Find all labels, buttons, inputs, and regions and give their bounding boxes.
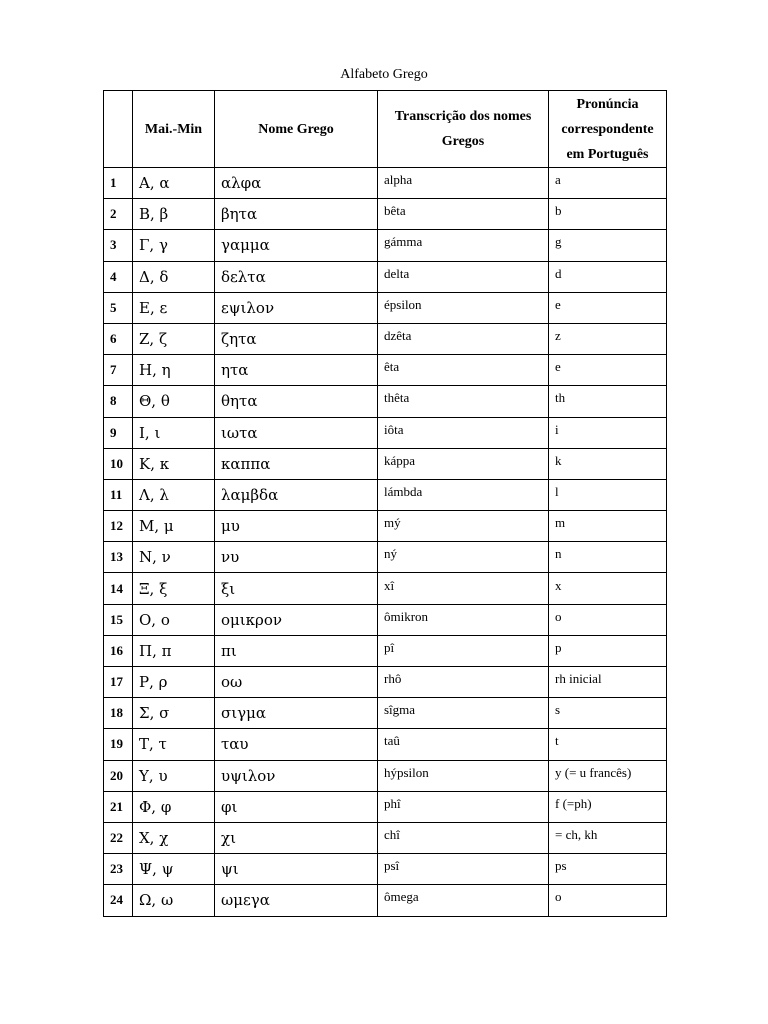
row-transliteration-text: lámbda: [384, 483, 423, 499]
row-letters: Ν, ν: [133, 542, 215, 573]
row-transliteration-text: thêta: [384, 390, 410, 406]
table-row: [104, 604, 667, 635]
table-row: [104, 698, 667, 729]
table-row: [104, 573, 667, 604]
row-number: 18: [104, 698, 133, 729]
row-pronunciation-text: g: [555, 234, 562, 250]
row-number: 4: [104, 261, 133, 292]
row-greek-name: χι: [215, 822, 378, 853]
row-greek-name: θητα: [215, 386, 378, 417]
row-pronunciation-text: ps: [555, 858, 567, 874]
row-number: 13: [104, 542, 133, 573]
row-greek-name: οω: [215, 667, 378, 698]
row-letters: Ι, ι: [133, 417, 215, 448]
row-transliteration: [378, 729, 549, 760]
row-greek-name: ψι: [215, 854, 378, 885]
row-number: 23: [104, 854, 133, 885]
row-pronunciation-text: rh inicial: [555, 671, 602, 687]
row-pronunciation: [549, 542, 667, 573]
row-transliteration: [378, 791, 549, 822]
row-transliteration-text: mý: [384, 515, 401, 531]
row-pronunciation-text: z: [555, 328, 561, 344]
row-pronunciation: [549, 573, 667, 604]
row-greek-name: εψιλον: [215, 292, 378, 323]
table-row: [104, 729, 667, 760]
row-transliteration-text: alpha: [384, 172, 413, 188]
row-pronunciation-text: m: [555, 515, 566, 531]
row-pronunciation: [549, 292, 667, 323]
row-greek-name: αλφα: [215, 168, 378, 199]
row-pronunciation-text: d: [555, 265, 562, 281]
row-letters: Κ, κ: [133, 448, 215, 479]
row-pronunciation-text: k: [555, 452, 562, 468]
row-transliteration-text: taû: [384, 733, 400, 749]
row-transliteration-text: ômega: [384, 889, 419, 905]
row-pronunciation-text: y (= u francês): [555, 764, 632, 780]
row-transliteration: [378, 479, 549, 510]
row-pronunciation-text: p: [555, 639, 562, 655]
row-pronunciation-text: s: [555, 702, 561, 718]
row-pronunciation: [549, 635, 667, 666]
table-row: [104, 261, 667, 292]
page-title: Alfabeto Grego: [340, 67, 428, 82]
row-letters: Μ, μ: [133, 511, 215, 542]
row-number: 7: [104, 355, 133, 386]
row-letters: Δ, δ: [133, 261, 215, 292]
row-transliteration-text: dzêta: [384, 328, 412, 344]
row-pronunciation-text: e: [555, 359, 561, 375]
row-greek-name: πι: [215, 635, 378, 666]
row-number: 12: [104, 511, 133, 542]
row-greek-name: ταυ: [215, 729, 378, 760]
table-row: [104, 386, 667, 417]
row-greek-name: δελτα: [215, 261, 378, 292]
table-header: [104, 91, 667, 168]
header-transliteration: Transcrição dos nomes Gregos: [378, 91, 549, 168]
row-number: 17: [104, 667, 133, 698]
row-pronunciation-text: l: [555, 483, 559, 499]
row-letters: Η, η: [133, 355, 215, 386]
table-row: [104, 542, 667, 573]
row-pronunciation: [549, 791, 667, 822]
row-pronunciation: [549, 448, 667, 479]
row-number: 10: [104, 448, 133, 479]
row-letters: Θ, θ: [133, 386, 215, 417]
row-letters: Ξ, ξ: [133, 573, 215, 604]
row-transliteration-text: chî: [384, 827, 400, 843]
table-row: [104, 323, 667, 354]
row-pronunciation: [549, 386, 667, 417]
row-pronunciation-text: i: [555, 421, 559, 437]
row-transliteration-text: ômikron: [384, 608, 429, 624]
row-transliteration: [378, 760, 549, 791]
row-pronunciation: [549, 885, 667, 916]
row-transliteration-text: pî: [384, 639, 395, 655]
row-pronunciation: [549, 667, 667, 698]
row-pronunciation-text: o: [555, 889, 562, 905]
row-letters: Λ, λ: [133, 479, 215, 510]
row-transliteration-text: sîgma: [384, 702, 416, 718]
row-transliteration: [378, 199, 549, 230]
row-number: 24: [104, 885, 133, 916]
row-pronunciation: [549, 261, 667, 292]
table-row: [104, 292, 667, 323]
row-transliteration: [378, 573, 549, 604]
row-transliteration-text: êta: [384, 359, 400, 375]
row-greek-name: νυ: [215, 542, 378, 573]
row-greek-name: υψιλον: [215, 760, 378, 791]
row-transliteration: [378, 635, 549, 666]
table-row: [104, 760, 667, 791]
row-pronunciation: [549, 511, 667, 542]
table-row: [104, 511, 667, 542]
row-pronunciation: [549, 417, 667, 448]
row-transliteration-text: ný: [384, 546, 397, 562]
row-transliteration: [378, 448, 549, 479]
row-number: 22: [104, 822, 133, 853]
table-row: [104, 667, 667, 698]
table-row: [104, 885, 667, 916]
row-pronunciation-text: th: [555, 390, 566, 406]
row-transliteration-text: psî: [384, 858, 400, 874]
row-greek-name: σιγμα: [215, 698, 378, 729]
row-greek-name: βητα: [215, 199, 378, 230]
row-transliteration-text: épsilon: [384, 296, 422, 312]
row-number: 5: [104, 292, 133, 323]
header-pronunciation: Pronúncia correspondente em Português: [549, 91, 667, 168]
row-transliteration: [378, 667, 549, 698]
row-pronunciation: [549, 760, 667, 791]
row-pronunciation: [549, 323, 667, 354]
row-transliteration: [378, 822, 549, 853]
row-number: 1: [104, 168, 133, 199]
row-greek-name: καππα: [215, 448, 378, 479]
row-transliteration: [378, 885, 549, 916]
row-number: 2: [104, 199, 133, 230]
table-row: [104, 199, 667, 230]
row-pronunciation: [549, 168, 667, 199]
row-transliteration: [378, 698, 549, 729]
table-row: [104, 854, 667, 885]
row-letters: Ζ, ζ: [133, 323, 215, 354]
row-transliteration-text: káppa: [384, 452, 416, 468]
row-number: 21: [104, 791, 133, 822]
row-letters: Ω, ω: [133, 885, 215, 916]
greek-alphabet-table: [103, 90, 667, 917]
header-case: Mai.-Min: [133, 91, 215, 168]
row-transliteration-text: hýpsilon: [384, 764, 429, 780]
row-transliteration: [378, 417, 549, 448]
row-letters: Ε, ε: [133, 292, 215, 323]
row-transliteration: [378, 323, 549, 354]
row-greek-name: φι: [215, 791, 378, 822]
row-pronunciation: [549, 479, 667, 510]
row-transliteration: [378, 168, 549, 199]
row-number: 16: [104, 635, 133, 666]
table-row: [104, 230, 667, 261]
row-letters: Ψ, ψ: [133, 854, 215, 885]
row-transliteration-text: rhô: [384, 671, 402, 687]
row-letters: Ρ, ρ: [133, 667, 215, 698]
table-row: [104, 635, 667, 666]
row-pronunciation: [549, 604, 667, 635]
row-greek-name: ξι: [215, 573, 378, 604]
row-transliteration: [378, 854, 549, 885]
row-pronunciation-text: t: [555, 733, 559, 749]
row-transliteration-text: delta: [384, 265, 410, 281]
row-transliteration: [378, 261, 549, 292]
row-letters: Τ, τ: [133, 729, 215, 760]
row-pronunciation-text: b: [555, 203, 562, 219]
row-letters: Β, β: [133, 199, 215, 230]
table-row: [104, 791, 667, 822]
row-greek-name: γαμμα: [215, 230, 378, 261]
table-row: [104, 417, 667, 448]
row-pronunciation: [549, 698, 667, 729]
row-letters: Υ, υ: [133, 760, 215, 791]
table-row: [104, 448, 667, 479]
row-number: 8: [104, 386, 133, 417]
row-greek-name: ζητα: [215, 323, 378, 354]
row-pronunciation: [549, 729, 667, 760]
row-transliteration: [378, 604, 549, 635]
row-pronunciation: [549, 199, 667, 230]
row-pronunciation-text: e: [555, 296, 561, 312]
row-transliteration-text: iôta: [384, 421, 404, 437]
row-pronunciation-text: a: [555, 172, 561, 188]
row-pronunciation-text: x: [555, 577, 562, 593]
row-transliteration: [378, 292, 549, 323]
table-row: [104, 479, 667, 510]
row-pronunciation: [549, 355, 667, 386]
row-pronunciation-text: = ch, kh: [555, 827, 598, 843]
row-transliteration: [378, 511, 549, 542]
row-pronunciation-text: n: [555, 546, 562, 562]
row-transliteration: [378, 386, 549, 417]
table-row: [104, 355, 667, 386]
row-letters: Χ, χ: [133, 822, 215, 853]
row-greek-name: μυ: [215, 511, 378, 542]
row-transliteration: [378, 355, 549, 386]
row-transliteration-text: phî: [384, 795, 401, 811]
row-number: 3: [104, 230, 133, 261]
header-number: [104, 91, 133, 168]
row-number: 20: [104, 760, 133, 791]
row-transliteration-text: gámma: [384, 234, 423, 250]
row-letters: Γ, γ: [133, 230, 215, 261]
row-transliteration: [378, 230, 549, 261]
row-transliteration-text: xî: [384, 577, 395, 593]
row-greek-name: ομικρον: [215, 604, 378, 635]
row-number: 19: [104, 729, 133, 760]
row-greek-name: λαμβδα: [215, 479, 378, 510]
table-body: [104, 168, 667, 917]
row-transliteration: [378, 542, 549, 573]
row-letters: Σ, σ: [133, 698, 215, 729]
row-number: 15: [104, 604, 133, 635]
row-number: 6: [104, 323, 133, 354]
row-letters: Α, α: [133, 168, 215, 199]
row-number: 9: [104, 417, 133, 448]
row-pronunciation: [549, 822, 667, 853]
header-row: [104, 91, 667, 168]
row-greek-name: ητα: [215, 355, 378, 386]
header-greek-name: Nome Grego: [215, 91, 378, 168]
row-transliteration-text: bêta: [384, 203, 406, 219]
row-number: 14: [104, 573, 133, 604]
row-pronunciation: [549, 854, 667, 885]
row-letters: Π, π: [133, 635, 215, 666]
row-pronunciation-text: o: [555, 608, 562, 624]
table-row: [104, 168, 667, 199]
row-pronunciation: [549, 230, 667, 261]
row-pronunciation-text: f (=ph): [555, 795, 592, 811]
row-letters: Ο, ο: [133, 604, 215, 635]
row-letters: Φ, φ: [133, 791, 215, 822]
row-number: 11: [104, 479, 133, 510]
row-greek-name: ιωτα: [215, 417, 378, 448]
row-greek-name: ωμεγα: [215, 885, 378, 916]
table-row: [104, 822, 667, 853]
